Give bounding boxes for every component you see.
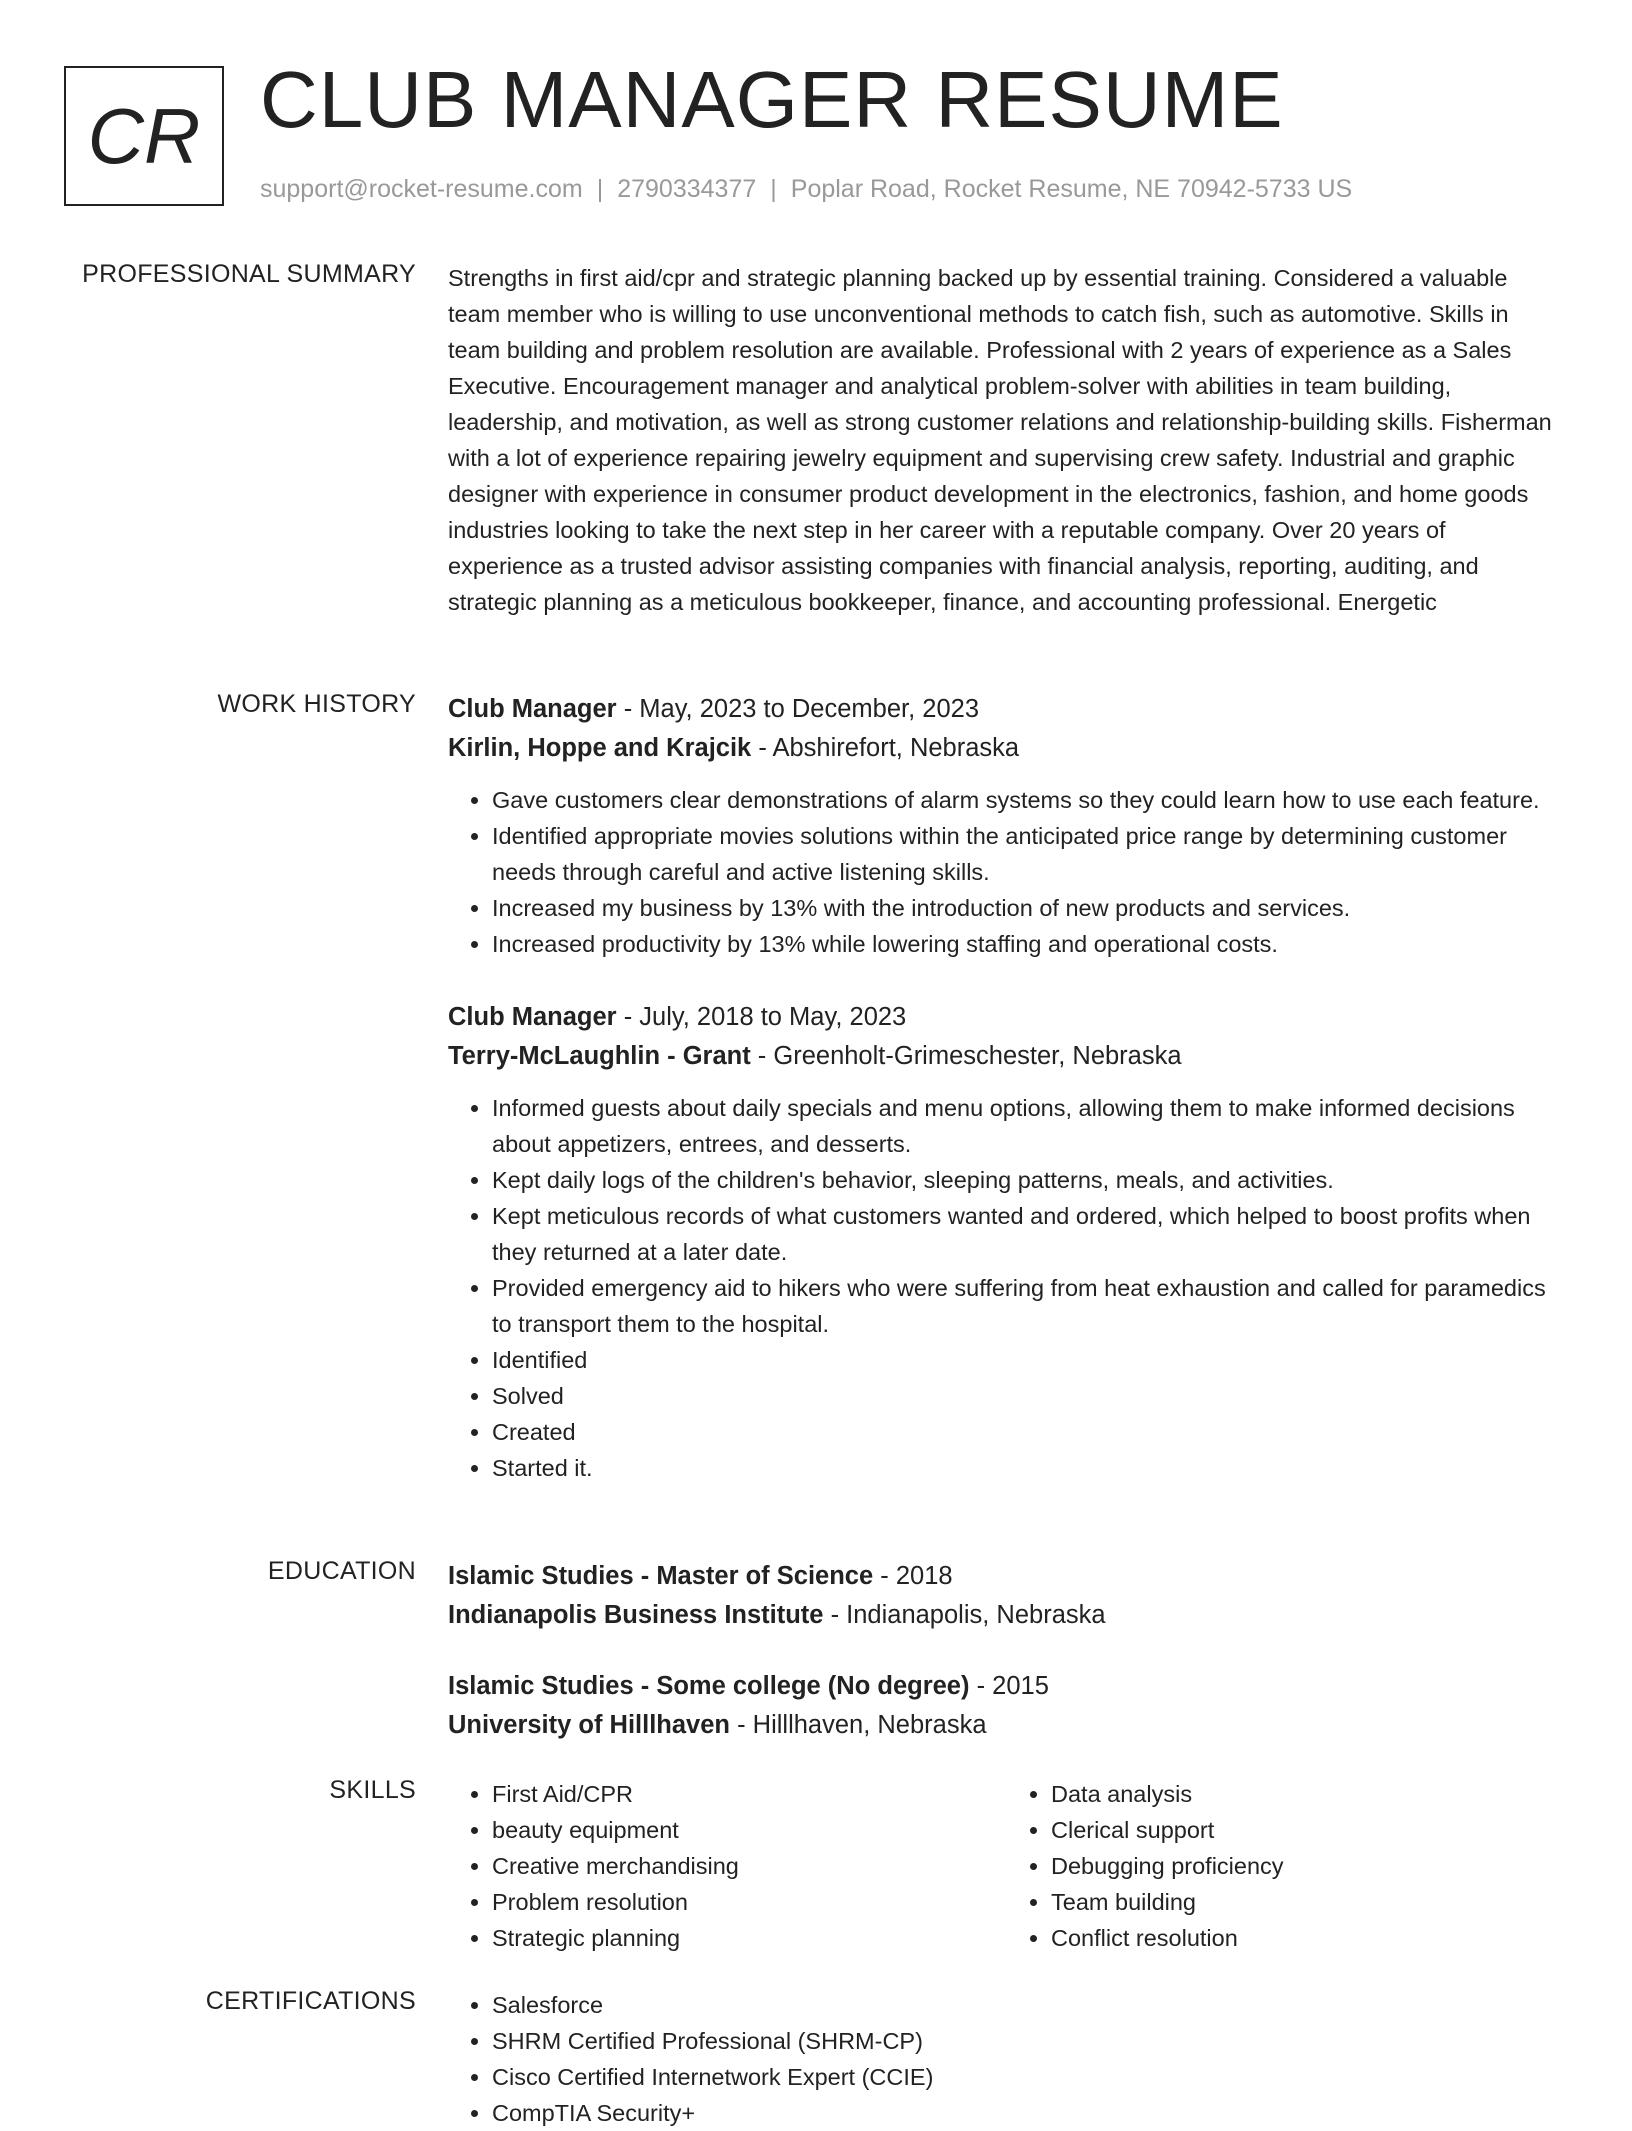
certification-item: • Cisco Certified Internetwork Expert (CCIE) — [492, 2059, 1566, 2095]
job-dates: - July, 2018 to May, 2023 — [616, 1003, 907, 1031]
job-duty: • Increased productivity by 13% while lowering staffing and operational costs. — [492, 926, 1566, 962]
job-duty: • Increased my business by 13% with the introduction of new products and services. — [492, 890, 1566, 926]
job-location: - Abshirefort, Nebraska — [751, 734, 1020, 762]
job-title: Club Manager — [448, 1003, 617, 1031]
job-duty: • Identified — [492, 1342, 1566, 1378]
job-duties-list — [448, 782, 1566, 962]
degree-line — [448, 1667, 1566, 1706]
skill-item: • Creative merchandising — [492, 1848, 1007, 1884]
degree-year: - 2018 — [873, 1562, 953, 1590]
job-duty: • Started it. — [492, 1450, 1566, 1486]
job-title: Club Manager — [448, 695, 617, 723]
job-entry — [448, 998, 1566, 1486]
contact-phone: 2790334377 — [617, 175, 757, 203]
skill-item: • Team building — [1051, 1884, 1566, 1920]
skills-label: SKILLS — [329, 1776, 416, 1804]
degree-name: Islamic Studies - Master of Science — [448, 1562, 874, 1590]
skills-list-right — [1007, 1776, 1566, 1956]
skill-item: • Debugging proficiency — [1051, 1848, 1566, 1884]
skill-item: • Clerical support — [1051, 1812, 1566, 1848]
school-location: - Hilllhaven, Nebraska — [730, 1711, 987, 1739]
job-duty: • Informed guests about daily specials and menu options, allowing them to make informed decisions about appetizers, entrees, and desserts. — [492, 1090, 1566, 1162]
job-duty: • Solved — [492, 1378, 1566, 1414]
job-duty: • Provided emergency aid to hikers who were suffering from heat exhaustion and called for paramedics to transport them to the hospital. — [492, 1270, 1566, 1342]
summary-text: Strengths in first aid/cpr and strategic planning backed up by essential training. Considered a valuable team member who is willing to use unconventional methods to catch fish, such as automotive. Skills in team building and problem resolution are available. Professional with 2 years of experience as a Sales Executive. Encouragement manager and analytical problem-solver with abilities in team building, leadership, and motivation, as well as strong customer relations and relationship-building skills. Fisherman with a lot of experience repairing jewelry equipment and supervising crew safety. Industrial and graphic designer with experience in consumer product development in the electronics, fashion, and home goods industries looking to take the next step in her career with a reputable company. Over 20 years of experience as a trusted advisor assisting companies with financial analysis, reporting, auditing, and strategic planning as a meticulous bookkeeper, finance, and accounting professional. Energetic — [448, 265, 1552, 615]
skill-item: • Conflict resolution — [1051, 1920, 1566, 1956]
summary-label: PROFESSIONAL SUMMARY — [82, 260, 416, 288]
education-entry — [448, 1557, 1566, 1635]
degree-line — [448, 1557, 1566, 1596]
monogram-box — [64, 66, 224, 206]
job-company-line — [448, 729, 1566, 768]
job-company: Terry-McLaughlin - Grant — [448, 1042, 751, 1070]
skill-item: • beauty equipment — [492, 1812, 1007, 1848]
education-label: EDUCATION — [267, 1557, 416, 1585]
resume-title: CLUB MANAGER RESUME — [260, 55, 1284, 144]
job-entry — [448, 690, 1566, 962]
contact-email: support@rocket-resume.com — [260, 175, 583, 203]
job-title-line — [448, 998, 1566, 1037]
skill-item: • Strategic planning — [492, 1920, 1007, 1956]
job-company: Kirlin, Hoppe and Krajcik — [448, 734, 752, 762]
contact-address: Poplar Road, Rocket Resume, NE 70942-5733 US — [790, 175, 1353, 203]
school-location: - Indianapolis, Nebraska — [823, 1601, 1106, 1629]
job-duty: • Gave customers clear demonstrations of alarm systems so they could learn how to use each feature. — [492, 782, 1566, 818]
education-entry — [448, 1667, 1566, 1745]
work-history-label: WORK HISTORY — [217, 690, 416, 718]
school-line — [448, 1706, 1566, 1745]
job-duty: • Kept meticulous records of what customers wanted and ordered, which helped to boost profits when they returned at a later date. — [492, 1198, 1566, 1270]
monogram-initials: CR — [87, 91, 201, 180]
certifications-label: CERTIFICATIONS — [205, 1987, 416, 2015]
contact-separator: | — [770, 175, 777, 203]
contact-separator: | — [596, 175, 604, 203]
school-name: Indianapolis Business Institute — [448, 1601, 824, 1629]
job-duty: • Kept daily logs of the children's behavior, sleeping patterns, meals, and activities. — [492, 1162, 1566, 1198]
skill-item: • Problem resolution — [492, 1884, 1007, 1920]
certification-item: • Salesforce — [492, 1987, 1566, 2023]
school-name: University of Hilllhaven — [448, 1711, 730, 1739]
school-line — [448, 1596, 1566, 1635]
contact-line — [260, 175, 1352, 204]
skill-item: • Data analysis — [1051, 1776, 1566, 1812]
job-location: - Greenholt-Grimeschester, Nebraska — [750, 1042, 1182, 1070]
skills-list-left — [448, 1776, 1007, 1956]
skill-item: • First Aid/CPR — [492, 1776, 1007, 1812]
certification-item: • CompTIA Security+ — [492, 2095, 1566, 2131]
degree-year: - 2015 — [969, 1672, 1049, 1700]
job-company-line — [448, 1037, 1566, 1076]
job-dates: - May, 2023 to December, 2023 — [616, 695, 980, 723]
skills-columns — [448, 1776, 1566, 1956]
certification-item: • SHRM Certified Professional (SHRM-CP) — [492, 2023, 1566, 2059]
certifications-list — [448, 1987, 1566, 2131]
job-title-line — [448, 690, 1566, 729]
job-duties-list — [448, 1090, 1566, 1486]
degree-name: Islamic Studies - Some college (No degree) — [448, 1672, 970, 1700]
job-duty: • Created — [492, 1414, 1566, 1450]
job-duty: • Identified appropriate movies solutions within the anticipated price range by determining customer needs through careful and active listening skills. — [492, 818, 1566, 890]
